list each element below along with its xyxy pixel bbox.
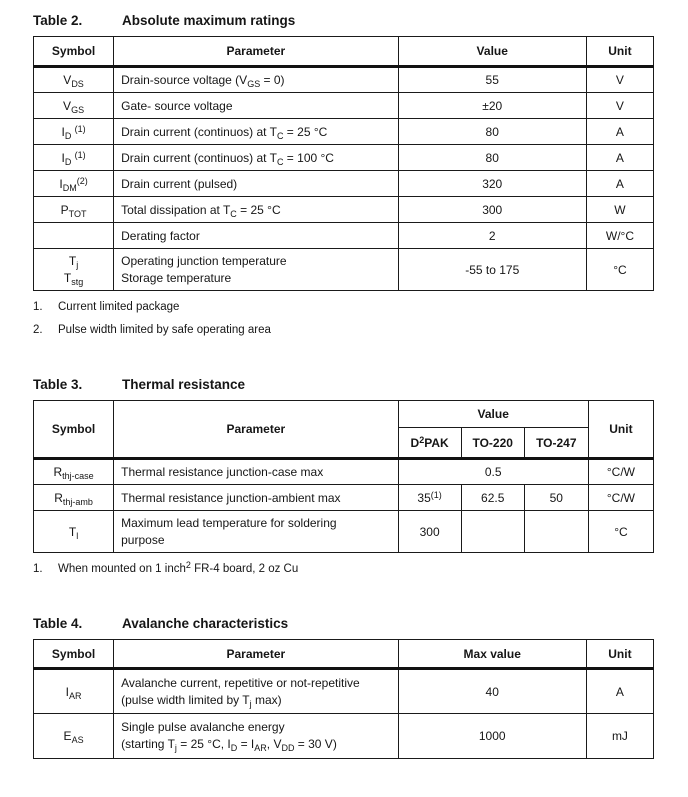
- parameter-cell: [114, 669, 398, 714]
- table3-title: [33, 377, 657, 392]
- symbol-cell: $P_{TOT}$: [34, 197, 114, 223]
- header-row: [34, 640, 654, 669]
- table3-footnotes: [33, 562, 657, 576]
- to247-value-cell: [524, 511, 588, 553]
- value-cell: -55 to 175: [398, 249, 586, 291]
- column-header-symbol: Symbol: [34, 401, 114, 459]
- table-row: [34, 197, 654, 223]
- parameter-line: Single pulse avalanche energy: [121, 720, 285, 734]
- value-cell: 0.5: [398, 459, 588, 485]
- symbol-cell: [34, 223, 114, 249]
- parameter-cell: Total dissipation at $T_C = 25$ °C: [114, 197, 398, 223]
- table2-title: [33, 13, 657, 28]
- value-cell: 80: [398, 119, 586, 145]
- unit-cell: V: [586, 93, 653, 119]
- to220-value-cell: [461, 511, 524, 553]
- header-row: [34, 401, 654, 428]
- unit-cell: W: [586, 197, 653, 223]
- column-header-unit: Unit: [586, 37, 653, 67]
- value-cell: 80: [398, 145, 586, 171]
- table3-header: [34, 401, 654, 459]
- symbol-line: $T_j$: [68, 253, 79, 270]
- parameter-line: Maximum lead temperature for soldering: [121, 515, 337, 530]
- parameter-cell: [114, 511, 398, 553]
- table-row: [34, 171, 654, 197]
- table-thermal-resistance: [33, 400, 654, 553]
- footnote-text: Pulse width limited by safe operating area: [58, 324, 271, 336]
- table3-label: Table 3.: [33, 377, 83, 392]
- value-cell: 55: [398, 67, 586, 93]
- column-header-d2pak: $D^2PAK$: [398, 428, 461, 459]
- unit-cell: mJ: [586, 714, 653, 759]
- unit-cell: A: [586, 171, 653, 197]
- table2-label: Table 2.: [33, 13, 83, 28]
- parameter-cell: [114, 714, 398, 759]
- d2pak-value-cell: 35$^{(1)}$: [398, 485, 461, 511]
- parameter-line: purpose: [121, 532, 165, 547]
- column-header-symbol: Symbol: [34, 640, 114, 669]
- parameter-cell: Drain current (pulsed): [114, 171, 398, 197]
- parameter-cell: Gate- source voltage: [114, 93, 398, 119]
- table-row: [34, 511, 654, 553]
- parameter-line: (starting $T_j = 25$ °C, $I_D = I_{AR}$, $V_{DD} = 30$ V): [121, 737, 337, 753]
- column-header-to247: TO-247: [524, 428, 588, 459]
- header-row: [34, 37, 654, 67]
- value-cell: 1000: [398, 714, 586, 759]
- column-header-unit: Unit: [588, 401, 653, 459]
- symbol-cell: $I_D$ $^{(1)}$: [34, 145, 114, 171]
- table-absolute-maximum-ratings: [33, 36, 654, 291]
- table-row: [34, 67, 654, 93]
- unit-cell: W/°C: [586, 223, 653, 249]
- parameter-cell: Derating factor: [114, 223, 398, 249]
- symbol-cell: $V_{GS}$: [34, 93, 114, 119]
- unit-cell: A: [586, 145, 653, 171]
- value-cell: 2: [398, 223, 586, 249]
- symbol-cell: $E_{AS}$: [34, 714, 114, 759]
- footnote: [33, 562, 657, 576]
- table2-title-text: Absolute maximum ratings: [122, 13, 296, 28]
- parameter-cell: Thermal resistance junction-case max: [114, 459, 398, 485]
- unit-cell: A: [586, 669, 653, 714]
- footnote-number: 1.: [33, 563, 43, 575]
- table-row: [34, 93, 654, 119]
- table4-title-text: Avalanche characteristics: [122, 616, 289, 631]
- table3-section: [33, 377, 657, 585]
- column-header-max-value: Max value: [398, 640, 586, 669]
- table-row: [34, 145, 654, 171]
- table-row: [34, 249, 654, 291]
- symbol-cell: $I_{AR}$: [34, 669, 114, 714]
- table2-header: [34, 37, 654, 67]
- value-cell: 40: [398, 669, 586, 714]
- table-row: [34, 223, 654, 249]
- table-row: [34, 119, 654, 145]
- footnote-number: 1.: [33, 301, 43, 313]
- column-header-parameter: Parameter: [114, 37, 398, 67]
- symbol-cell: [34, 249, 114, 291]
- symbol-cell: $R_{thj-case}$: [34, 459, 114, 485]
- footnote-number: 2.: [33, 324, 43, 336]
- parameter-cell: Drain current (continuos) at $T_C = 25$ °C: [114, 119, 398, 145]
- symbol-cell: $I_D$ $^{(1)}$: [34, 119, 114, 145]
- footnote-text: When mounted on 1 inch$^2$ FR-4 board, 2 oz Cu: [58, 560, 299, 575]
- unit-cell: °C: [588, 511, 653, 553]
- parameter-line: Avalanche current, repetitive or not-repetitive: [121, 675, 360, 690]
- table4-label: Table 4.: [33, 616, 83, 631]
- table-row: [34, 485, 654, 511]
- d2pak-value-cell: 300: [398, 511, 461, 553]
- column-header-value: Value: [398, 401, 588, 428]
- table-row: [34, 459, 654, 485]
- table-avalanche-characteristics: [33, 639, 654, 759]
- column-header-symbol: Symbol: [34, 37, 114, 67]
- table2-footnotes: [33, 300, 657, 337]
- footnote: [33, 300, 657, 314]
- unit-cell: V: [586, 67, 653, 93]
- table-row: [34, 669, 654, 714]
- footnote: [33, 323, 657, 337]
- symbol-cell: $R_{thj-amb}$: [34, 485, 114, 511]
- parameter-cell: Thermal resistance junction-ambient max: [114, 485, 398, 511]
- parameter-cell: Drain-source voltage $(V_{GS} = 0)$: [114, 67, 398, 93]
- symbol-cell: $T_l$: [34, 511, 114, 553]
- table-row: [34, 714, 654, 759]
- parameter-cell: [114, 249, 398, 291]
- footnote-text: Current limited package: [58, 301, 180, 313]
- column-header-unit: Unit: [586, 640, 653, 669]
- table4-header: [34, 640, 654, 669]
- symbol-cell: $V_{DS}$: [34, 67, 114, 93]
- unit-cell: °C: [586, 249, 653, 291]
- column-header-parameter: Parameter: [114, 640, 398, 669]
- column-header-to220: TO-220: [461, 428, 524, 459]
- unit-cell: °C/W: [588, 459, 653, 485]
- table4-title: [33, 616, 657, 631]
- parameter-line: Storage temperature: [121, 270, 232, 285]
- to220-value-cell: 62.5: [461, 485, 524, 511]
- unit-cell: A: [586, 119, 653, 145]
- parameter-line: Operating junction temperature: [121, 253, 287, 268]
- to247-value-cell: 50: [524, 485, 588, 511]
- unit-cell: °C/W: [588, 485, 653, 511]
- symbol-cell: $I_{DM}^{(2)}$: [34, 171, 114, 197]
- table2-section: [33, 13, 657, 346]
- value-cell: 320: [398, 171, 586, 197]
- column-header-parameter: Parameter: [114, 401, 398, 459]
- table4-section: [33, 616, 657, 759]
- table3-title-text: Thermal resistance: [122, 377, 246, 392]
- symbol-line: $T_{stg}$: [63, 270, 84, 287]
- parameter-line: (pulse width limited by $T_j$ max): [121, 692, 282, 709]
- value-cell: ±20: [398, 93, 586, 119]
- value-cell: 300: [398, 197, 586, 223]
- parameter-cell: Drain current (continuos) at $T_C = 100$ °C: [114, 145, 398, 171]
- column-header-value: Value: [398, 37, 586, 67]
